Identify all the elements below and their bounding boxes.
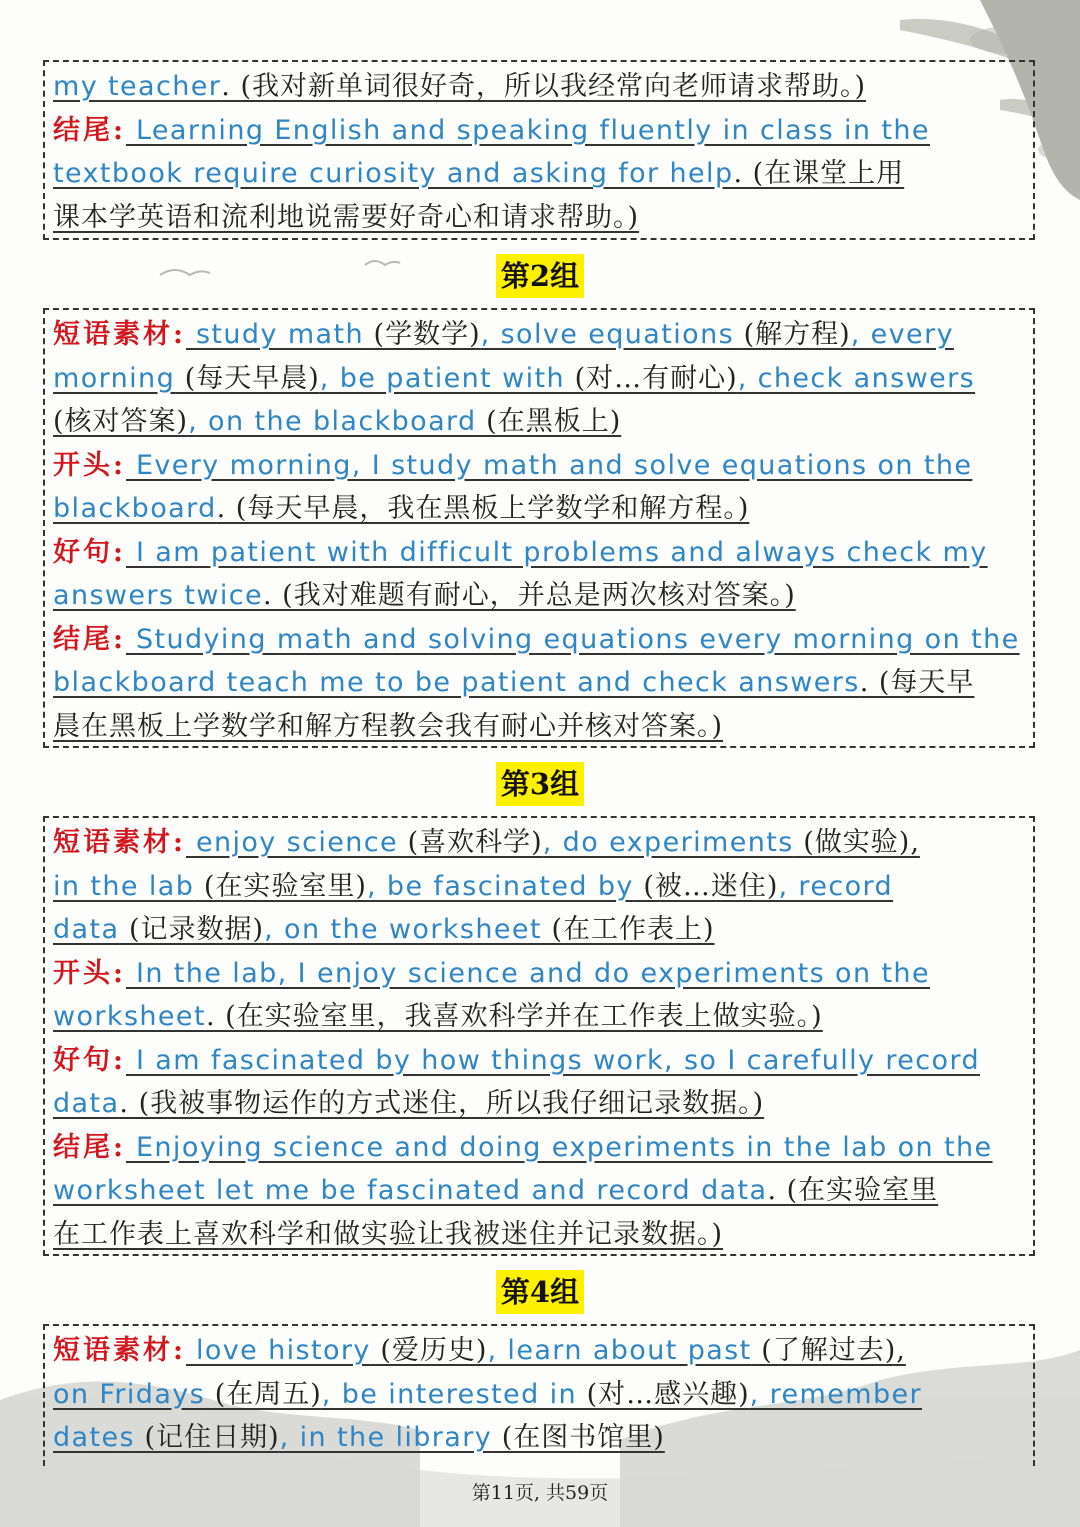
group1-line bbox=[53, 196, 1025, 240]
chinese-translation: . (每天早 bbox=[859, 667, 975, 698]
phrase-line bbox=[53, 908, 1025, 952]
chinese-translation: (在周五) bbox=[205, 1378, 322, 1410]
ending-line bbox=[53, 705, 1025, 749]
phrase-material-label: 短语素材: bbox=[53, 319, 186, 350]
english-text: Studying math and solving equations every morning on the bbox=[125, 623, 1020, 655]
chinese-translation: (在实验室里) bbox=[194, 870, 367, 902]
chinese-translation: . (在课堂上用 bbox=[733, 158, 905, 189]
english-text: , do experiments bbox=[542, 827, 794, 858]
english-text: , be fascinated by bbox=[366, 870, 634, 902]
ending-label: 结尾: bbox=[53, 114, 126, 146]
phrase-material-label: 短语素材: bbox=[53, 1335, 186, 1366]
opening-line bbox=[53, 487, 1025, 531]
good-sentence-line bbox=[53, 531, 1025, 575]
ending-label: 结尾: bbox=[53, 1131, 126, 1163]
english-text: , record bbox=[778, 870, 894, 902]
chinese-translation: (被…迷住) bbox=[633, 870, 779, 902]
chinese-translation: . (我被事物运作的方式迷住，所以我仔细记录数据。) bbox=[119, 1088, 765, 1119]
phrase-line bbox=[53, 313, 1025, 357]
english-text: , on the blackboard bbox=[188, 406, 477, 437]
chinese-translation: (对…有耐心) bbox=[565, 362, 738, 394]
english-text: , solve equations bbox=[480, 319, 735, 350]
english-text: my teacher bbox=[53, 71, 222, 102]
opening-line bbox=[53, 952, 1025, 996]
english-text: , check answers bbox=[737, 362, 976, 394]
chinese-translation: (在工作表上) bbox=[541, 914, 715, 945]
english-text: I am patient with difficult problems and always check my bbox=[125, 536, 988, 568]
good-sentence-line bbox=[53, 574, 1025, 618]
english-text: worksheet let me be fascinated and record data bbox=[53, 1175, 768, 1206]
opening-label: 开头: bbox=[53, 957, 126, 989]
chinese-translation: (对…感兴趣) bbox=[577, 1378, 750, 1410]
group1-line bbox=[53, 65, 1025, 109]
chinese-translation: (解方程) bbox=[734, 319, 851, 350]
good-sentence-label: 好句: bbox=[53, 1044, 126, 1076]
chinese-translation: . (在实验室里 bbox=[767, 1175, 939, 1206]
chinese-translation: (在黑板上) bbox=[476, 406, 622, 437]
english-text: Every morning, I study math and solve equations on the bbox=[125, 449, 973, 481]
phrase-line bbox=[53, 821, 1025, 865]
chinese-translation: (每天早晨) bbox=[175, 362, 320, 394]
english-text: , be interested in bbox=[321, 1378, 578, 1410]
group4-card bbox=[43, 1324, 1035, 1466]
chinese-translation: . (我对难题有耐心，并总是两次核对答案。) bbox=[263, 580, 796, 611]
chinese-translation: 晨在黑板上学数学和解方程教会我有耐心并核对答案。) bbox=[53, 710, 724, 742]
opening-line bbox=[53, 995, 1025, 1039]
chinese-translation: (学数学) bbox=[363, 319, 481, 350]
group1-card bbox=[43, 60, 1035, 240]
chinese-translation: (记录数据) bbox=[119, 914, 265, 945]
phrase-line bbox=[53, 1373, 1025, 1417]
chinese-translation: . (在实验室里，我喜欢科学并在工作表上做实验。) bbox=[205, 1001, 823, 1032]
english-text: textbook require curiosity and asking for help bbox=[53, 158, 734, 189]
chinese-translation: . (我对新单词很好奇，所以我经常向老师请求帮助。) bbox=[221, 71, 867, 102]
chinese-translation: 课本学英语和流利地说需要好奇心和请求帮助。) bbox=[53, 201, 640, 233]
english-text: answers twice bbox=[53, 580, 263, 611]
phrase-line bbox=[53, 865, 1025, 909]
group4-title: 第4组 bbox=[0, 1270, 1080, 1311]
good-sentence-label: 好句: bbox=[53, 536, 126, 568]
group2-title: 第2组 bbox=[0, 254, 1080, 295]
chinese-translation: 在工作表上喜欢科学和做实验让我被迷住并记录数据。) bbox=[53, 1218, 724, 1250]
english-text: I am fascinated by how things work, so I carefully record bbox=[125, 1044, 981, 1076]
good-sentence-line bbox=[53, 1039, 1025, 1083]
phrase-line bbox=[53, 357, 1025, 401]
chinese-translation: . (每天早晨，我在黑板上学数学和解方程。) bbox=[216, 493, 750, 524]
english-text: , every bbox=[850, 319, 954, 350]
group3-title: 第3组 bbox=[0, 762, 1080, 803]
english-text: , on the worksheet bbox=[264, 914, 542, 945]
english-text: study math bbox=[185, 319, 364, 350]
english-text: morning bbox=[53, 362, 176, 394]
english-text: data bbox=[53, 1088, 120, 1119]
english-text: Enjoying science and doing experiments in the lab on the bbox=[125, 1131, 993, 1163]
chinese-translation: (喜欢科学) bbox=[398, 827, 543, 858]
ending-label: 结尾: bbox=[53, 623, 126, 655]
chinese-translation: (记住日期) bbox=[134, 1422, 280, 1453]
chinese-translation: (爱历史) bbox=[370, 1335, 488, 1366]
english-text: data bbox=[53, 914, 120, 945]
good-sentence-line bbox=[53, 1082, 1025, 1126]
english-text: blackboard bbox=[53, 493, 217, 524]
chinese-translation: (了解过去), bbox=[751, 1335, 906, 1366]
phrase-line bbox=[53, 1329, 1025, 1373]
english-text: enjoy science bbox=[185, 827, 399, 858]
opening-label: 开头: bbox=[53, 449, 126, 481]
chinese-translation: (在图书馆里) bbox=[492, 1422, 665, 1453]
page-number: 第11页, 共59页 bbox=[471, 1482, 609, 1504]
english-text: , be patient with bbox=[319, 362, 566, 394]
group1-line bbox=[53, 152, 1025, 196]
english-text: dates bbox=[53, 1422, 135, 1453]
english-text: , in the library bbox=[279, 1422, 493, 1453]
group3-card bbox=[43, 816, 1035, 1256]
ending-line bbox=[53, 661, 1025, 705]
chinese-translation: (做实验), bbox=[793, 827, 920, 858]
group1-line bbox=[53, 109, 1025, 153]
english-text: , remember bbox=[749, 1378, 923, 1410]
english-text: in the lab bbox=[53, 870, 195, 902]
english-text: blackboard teach me to be patient and check answers bbox=[53, 667, 860, 698]
phrase-line bbox=[53, 1416, 1025, 1460]
english-text: love history bbox=[185, 1335, 371, 1366]
english-text: worksheet bbox=[53, 1001, 206, 1032]
english-text: In the lab, I enjoy science and do experiments on the bbox=[125, 957, 930, 989]
ending-line bbox=[53, 1169, 1025, 1213]
chinese-translation: (核对答案) bbox=[53, 406, 189, 437]
ending-line bbox=[53, 1126, 1025, 1170]
phrase-material-label: 短语素材: bbox=[53, 827, 186, 858]
english-text: Learning English and speaking fluently in class in the bbox=[125, 114, 930, 146]
ending-line bbox=[53, 1213, 1025, 1257]
ending-line bbox=[53, 618, 1025, 662]
opening-line bbox=[53, 444, 1025, 488]
group2-card bbox=[43, 308, 1035, 748]
english-text: on Fridays bbox=[53, 1378, 206, 1410]
phrase-line bbox=[53, 400, 1025, 444]
english-text: , learn about past bbox=[487, 1335, 752, 1366]
